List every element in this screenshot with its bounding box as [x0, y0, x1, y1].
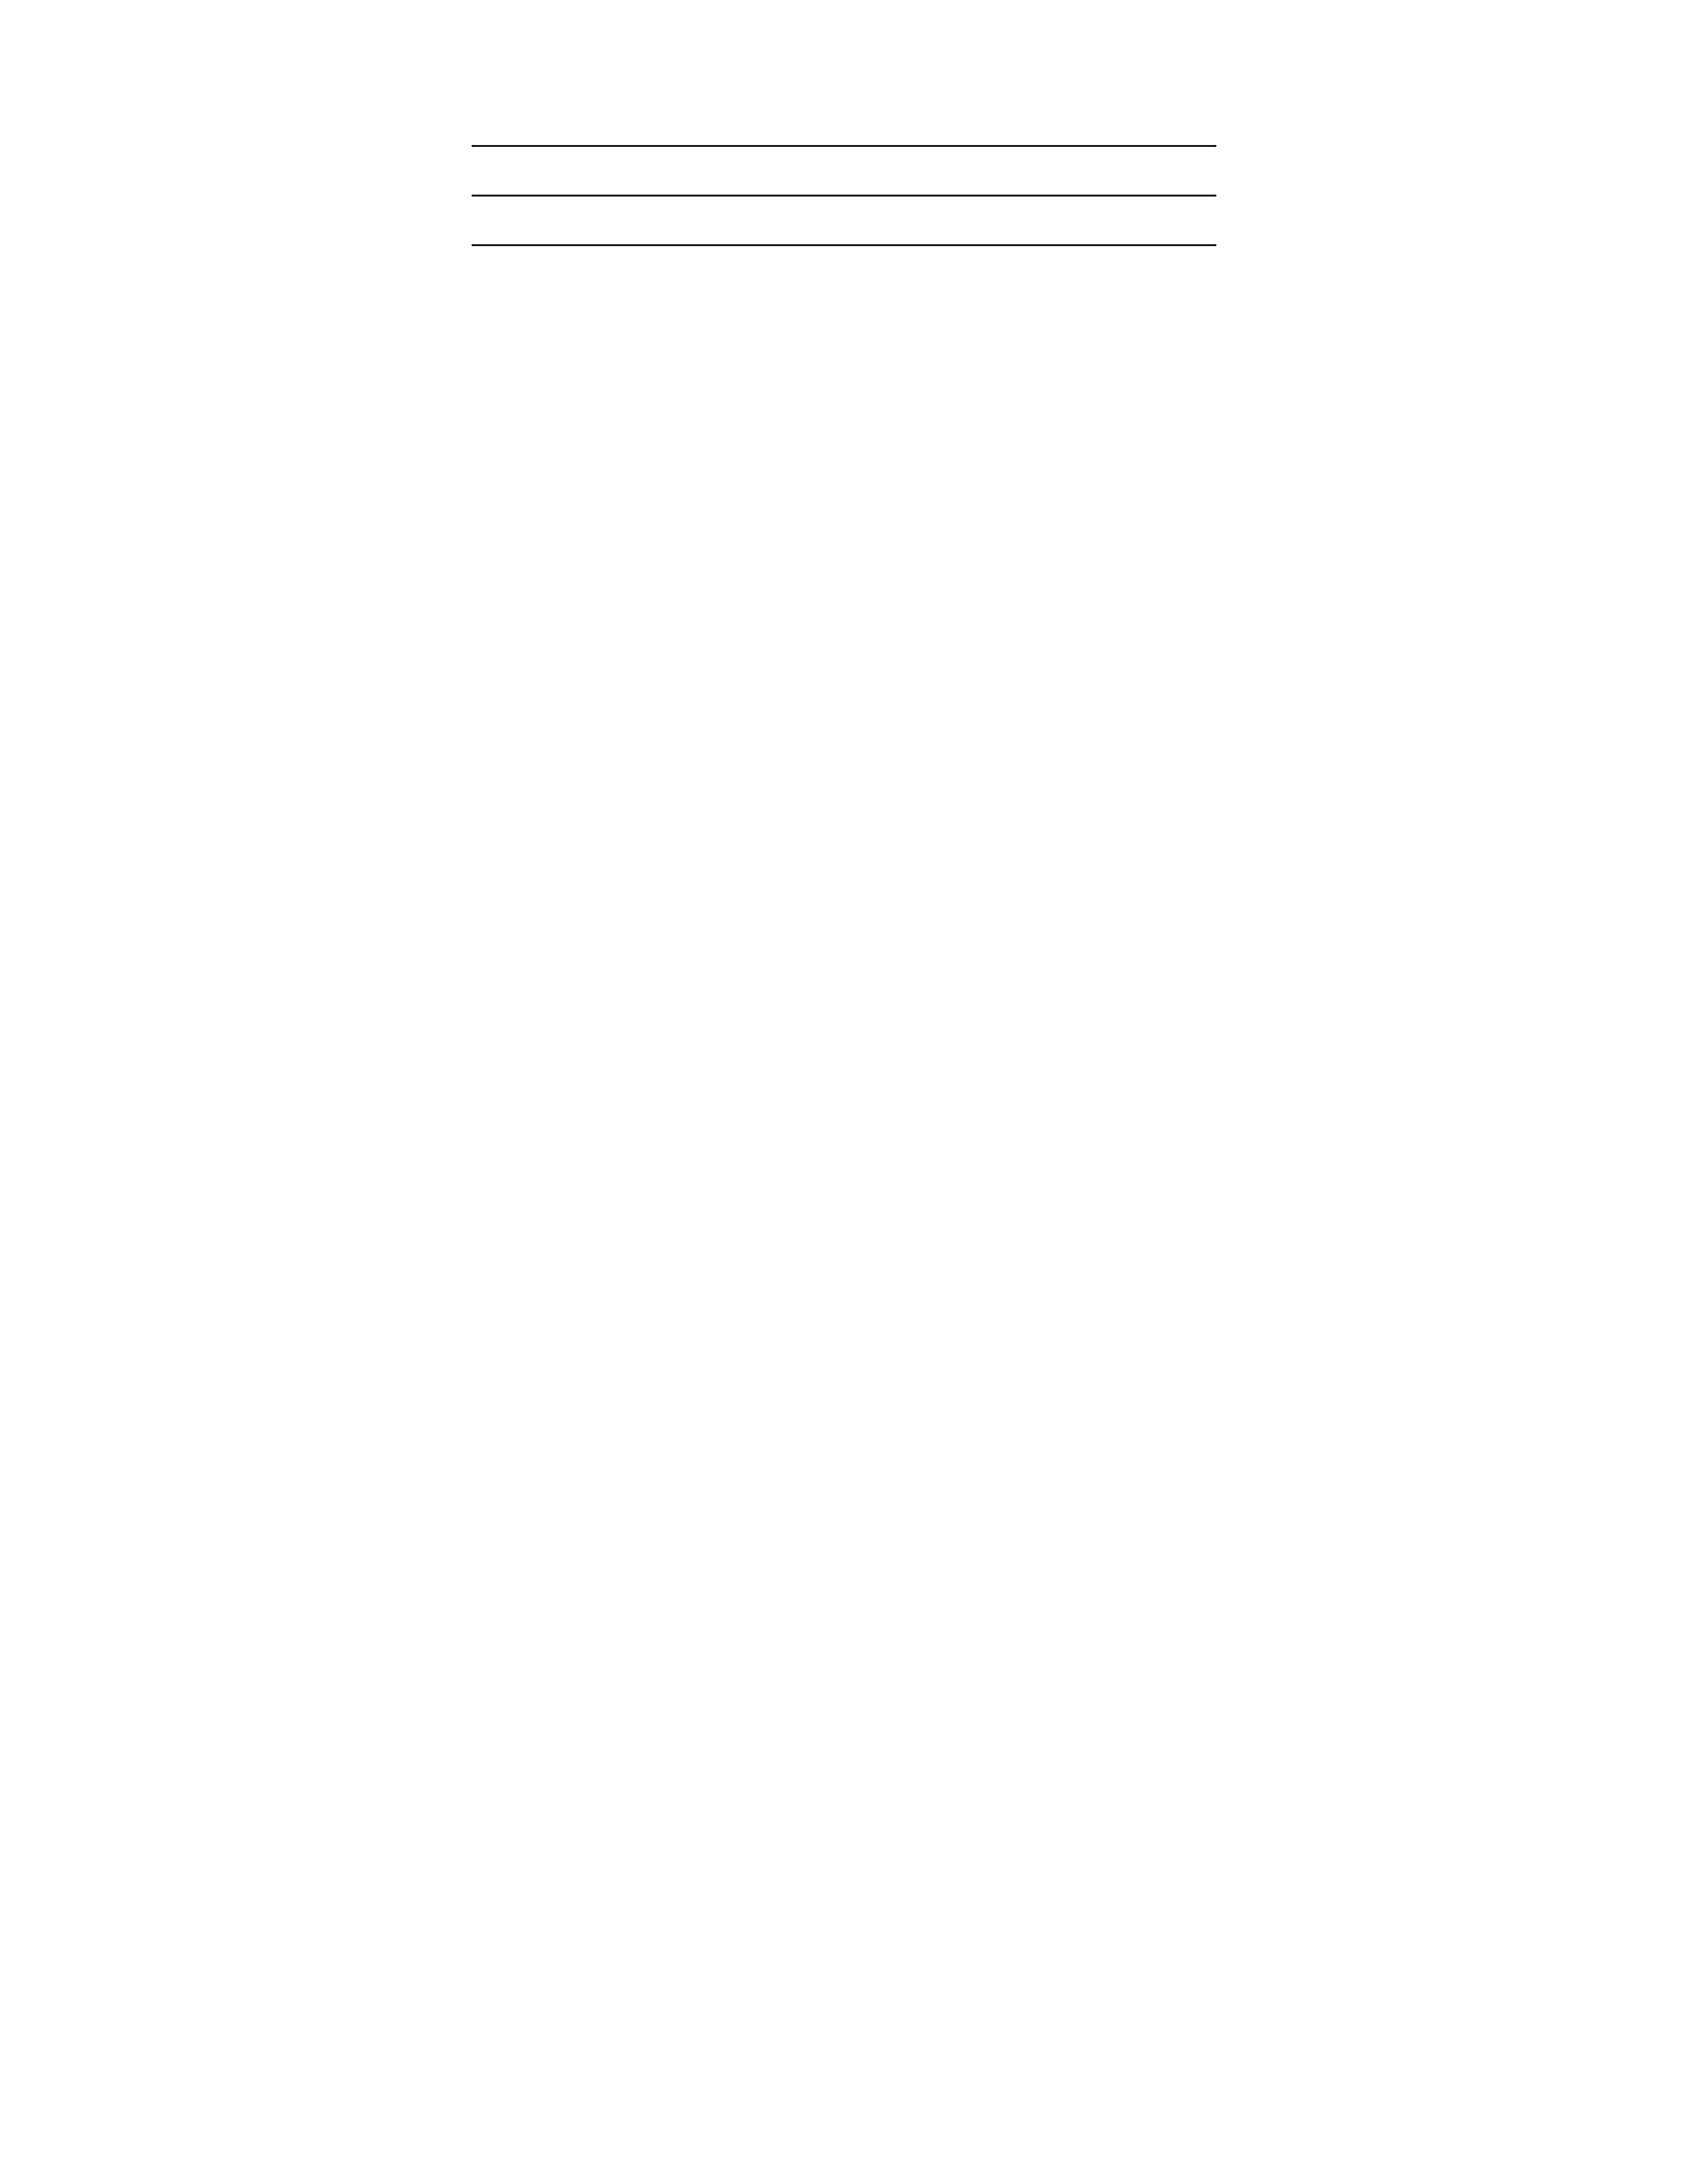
horizontal-rule	[472, 145, 1216, 147]
page-content	[99, 95, 1589, 246]
horizontal-rule	[472, 195, 1216, 197]
horizontal-rule	[472, 244, 1216, 246]
